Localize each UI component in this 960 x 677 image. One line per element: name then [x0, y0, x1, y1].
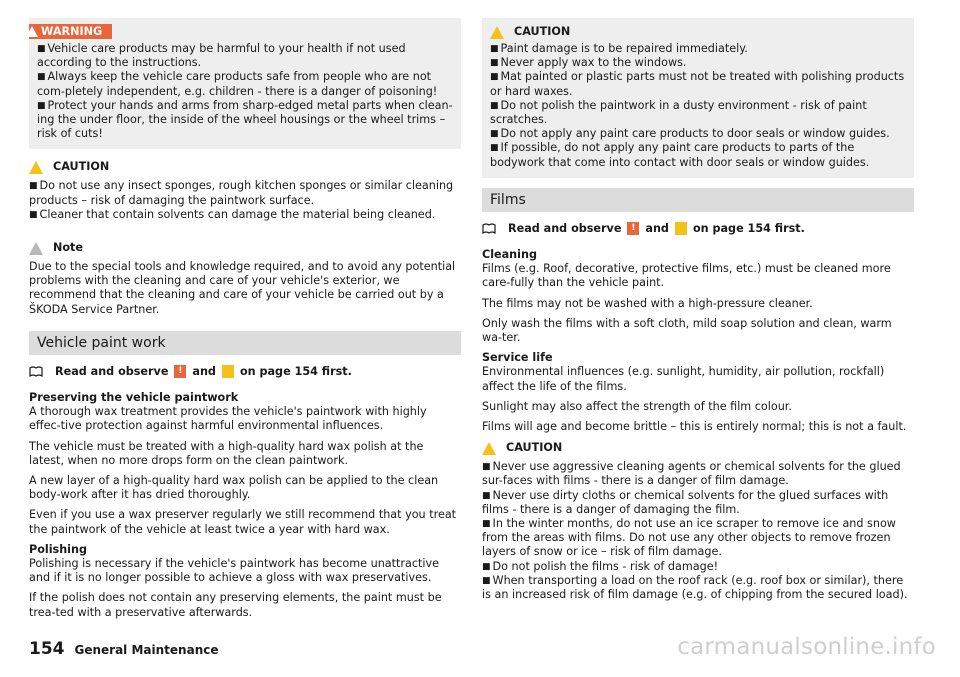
paragraph: Films will age and become brittle – this is entirely normal; this is not a fault.	[482, 420, 907, 434]
paragraph: Only wash the films with a soft cloth, mild soap solution and clean, warm wa-ter.	[482, 316, 892, 345]
note-header	[29, 240, 461, 256]
subheading: Polishing	[29, 542, 87, 556]
caution-item: ■ Do not polish the paintwork in a dusty environment - risk of paint scratches.	[490, 98, 867, 127]
subheading: Preserving the vehicle paintwork	[29, 391, 239, 405]
note-label: Note	[53, 240, 83, 254]
caution-item: ■ In the winter months, do not use an ice scraper to remove ice and snow from the areas with films. Do not use any other objects to remove frozen layers of snow or ice – risk of film damage.	[482, 517, 896, 559]
caution-box	[482, 18, 914, 178]
caution-icon	[490, 26, 504, 39]
caution-item: ■ Do not apply any paint care products to door seals or window guides.	[490, 127, 890, 141]
caution-label: CAUTION	[506, 441, 563, 455]
caution-item: ■ Do not use any insect sponges, rough kitchen sponges or similar cleaning products – risk of damaging the paintwork surface.	[29, 179, 454, 207]
page-number: 154	[29, 639, 65, 659]
subheading: Cleaning	[482, 248, 537, 262]
page-reference-link[interactable]: on page 154 first.	[239, 364, 352, 378]
caution-header	[29, 159, 461, 175]
section-title: Vehicle paint work	[29, 331, 461, 355]
caution-item: ■ When transporting a load on the roof rack (e.g. roof box or similar), there is an increased risk of film damage (e.g. of chipping from the secured load).	[482, 573, 908, 602]
caution-icon	[29, 161, 43, 174]
caution-icon	[222, 365, 234, 378]
book-icon	[482, 223, 496, 234]
caution-item: ■ Cleaner that contain solvents can damage the material being cleaned.	[29, 207, 436, 221]
note-icon	[29, 242, 43, 255]
paragraph: Polishing is necessary if the vehicle's paintwork has become unattractive and if it is no longer possible to achieve a gloss with wax preservatives.	[29, 557, 440, 585]
page-reference-link[interactable]: on page 154 first.	[692, 221, 805, 235]
book-icon	[29, 366, 43, 377]
paragraph: Films (e.g. Roof, decorative, protective films, etc.) must be cleaned more care-fully than the vehicle paint.	[482, 262, 891, 290]
paragraph: A thorough wax treatment provides the vehicle's paintwork with highly effec-tive protection against harmful environmental influences.	[29, 405, 427, 433]
warning-badge: WARNING	[29, 24, 112, 39]
section-title: Films	[482, 188, 914, 212]
caution-item: ■ Never use dirty cloths or chemical solvents for the glued surfaces with films - there is a danger of damaging the film.	[482, 488, 889, 516]
caution-icon	[482, 442, 496, 455]
caution-item: ■ Never apply wax to the windows.	[490, 56, 687, 70]
warning-item: ■ Vehicle care products may be harmful to your health if not used according to the instructions.	[37, 42, 406, 70]
paragraph: If the polish does not contain any preserving elements, the paint must be trea-ted with a preservative afterwards.	[29, 591, 442, 619]
warning-box	[29, 18, 461, 149]
caution-header	[490, 24, 906, 40]
paragraph: Environmental influences (e.g. sunlight, humidity, air pollution, rockfall) affect the life of the films.	[482, 365, 885, 393]
paragraph: The vehicle must be treated with a high-quality hard wax polish at the latest, when no more drops form on the clean paintwork.	[29, 439, 424, 467]
read-observe: Read and observe ! and on page 154 first.	[29, 365, 461, 379]
paragraph: A new layer of a high-quality hard wax polish can be applied to the clean body-work after it has dried thoroughly.	[29, 474, 439, 502]
left-column	[29, 20, 461, 626]
warning-header	[29, 24, 453, 40]
caution-item: ■ Paint damage is to be repaired immediately.	[490, 42, 748, 55]
caution-item: ■ If possible, do not apply any paint care products to parts of the bodywork that come into contact with door seals or window guides.	[490, 141, 870, 169]
caution-item: ■ Do not polish the films - risk of damage!	[482, 559, 719, 573]
caution-header	[482, 440, 914, 456]
watermark: carmanualsonline.info	[677, 634, 936, 660]
warning-icon: !	[627, 222, 639, 235]
warning-item: ■ Always keep the vehicle care products safe from people who are not com-pletely independent, e.g. children - there is a danger of poisoning!	[37, 70, 438, 98]
warning-icon: !	[174, 365, 186, 378]
subheading: Service life	[482, 351, 553, 365]
caution-label: CAUTION	[53, 160, 110, 174]
warning-item: ■ Protect your hands and arms from sharp-edged metal parts when clean-ing the under floor, the inside of the wheel housings or the wheel trims – risk of cuts!	[37, 98, 453, 141]
caution-label: CAUTION	[514, 24, 571, 38]
caution-icon	[675, 222, 687, 235]
paragraph: The films may not be washed with a high-pressure cleaner.	[482, 296, 813, 310]
caution-item: ■ Mat painted or plastic parts must not be treated with polishing products or hard waxes.	[490, 70, 905, 98]
note-text: Due to the special tools and knowledge required, and to avoid any potential problems with the cleaning and care of your vehicle's exterior, we recommend that the cleaning and care of your vehicle be carried out by a ŠKODA Service Partner.	[29, 260, 456, 316]
page-footer	[29, 639, 219, 659]
right-column	[482, 20, 914, 602]
read-observe: Read and observe ! and on page 154 first.	[482, 222, 914, 236]
chapter-title: General Maintenance	[74, 643, 219, 657]
paragraph: Sunlight may also affect the strength of the film colour.	[482, 399, 792, 413]
paragraph: Even if you use a wax preserver regularly we still recommend that you treat the paintwork of the vehicle at least twice a year with hard wax.	[29, 508, 457, 536]
caution-item: ■ Never use aggressive cleaning agents or chemical solvents for the glued sur-faces with films - there is a danger of film damage.	[482, 460, 901, 488]
